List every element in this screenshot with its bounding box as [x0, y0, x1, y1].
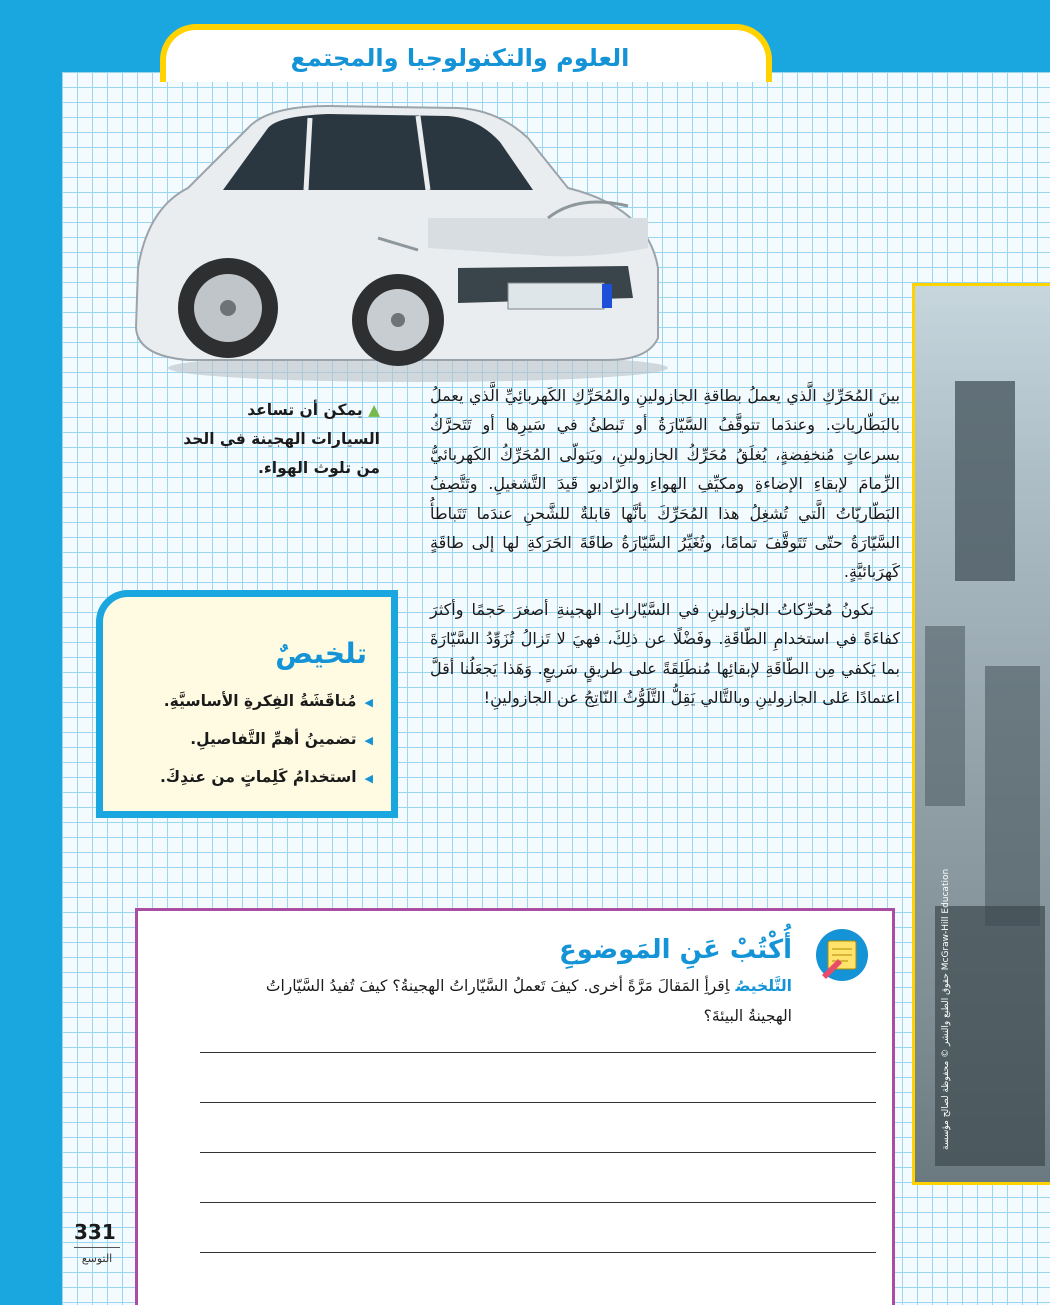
page-number: 331 — [74, 1220, 116, 1244]
writing-prompt: التَّلخيصُاِقرأِ المَقالَ مَرَّةً أخرى. كيفَ تَعملُ السَّيّاراتُ الهجينةُ؟ كيفَ تُفيدُ السَّيّاراتُ الهجينةُ البيئةَ؟ — [265, 977, 792, 1025]
article-paragraph-2: تكونُ مُحرِّكاتُ الجازولينِ في السَّيّاراتِ الهجينةِ أصغرَ حَجمًا وأكثرَ كفاءَةً في استخدامِ الطّاقَةِ. وفَضْلًا عن ذلِكَ، فهيَ لا تَزالُ تُزَوِّدُ السَّيّارَةَ بما يَكفي مِن الطّاقَةِ لإبقائِها مُنطَلِقَةً على طريقٍ سَريعٍ. وَهَذا يَجعَلُنا أقلَّ اعتمادًا عَلى الجازولينِ وبالتَّالي يَقِلُّ التَّلَوُّثُ النّاتِجُ عن الجازولينِ! — [430, 599, 900, 708]
answer-line[interactable] — [200, 1152, 876, 1153]
summary-item: ◀تضمينُ أهمِّ التَّفاصيلِ. — [190, 730, 373, 748]
article-paragraph-1: بينَ المُحَرِّكِ الَّذي يعملُ بطاقةِ الجازولينِ والمُحَرِّكِ الكَهربائِيِّ الَّذي يعملُ بالبَطّارياتِ. وعندَما تتوقَّفُ السَّيّارَةُ أو تَبطئُ في سَيرِها أو تَتَحرَّكُ بسرعاتٍ مُنخفِضةٍ، يُغلَقُ مُحَرِّكُ الجازولينِ، ويَتولّى المُحَرِّكُ الكَهربائيُّ الزِّمامَ لإبقاءِ الإضاءةِ ومكيِّفِ الهواءِ والرّاديو قَيدَ التَّشغيلِ. وتَتَّصِفُ البَطّاريّاتُ الَّتي تُشغِلُ هذا المُحَرِّكَ بأنَّها قابلةٌ للشَّحنِ عندَما تَتَباطأُ السَّيّارَةُ حتّى تَتَوقَّفَ تمامًا، وتُغَيِّرُ السَّيّارَةُ طاقَةَ الحَرَكةِ لها إلى طاقَةٍ كَهرَبائيَّةٍ. — [430, 386, 900, 582]
answer-line[interactable] — [200, 1202, 876, 1203]
answer-line[interactable] — [200, 1102, 876, 1103]
section-label: التوسع — [81, 1252, 113, 1265]
prompt-label: التَّلخيصُ — [735, 977, 792, 995]
photo-credit — [915, 690, 975, 1150]
article-body — [430, 381, 900, 712]
arrow-left-icon: ◀ — [364, 772, 373, 785]
summary-box — [96, 590, 398, 818]
writing-section — [135, 908, 895, 1305]
pencil-notepad-icon — [814, 927, 870, 983]
triangle-bullet-icon: ▲ — [362, 401, 380, 419]
svg-text:حقوق الطبع والنشر © محفوظة لصا: حقوق الطبع والنشر © محفوظة لصالح مؤسسة McGraw-Hill Education — [941, 868, 951, 1150]
arrow-left-icon: ◀ — [364, 696, 373, 709]
summary-list — [113, 683, 373, 797]
answer-line[interactable] — [200, 1052, 876, 1053]
page-number-divider — [74, 1247, 120, 1248]
answer-line[interactable] — [200, 1252, 876, 1253]
summary-item: ◀مُناقَشَةُ الفِكرةِ الأساسيَّةِ. — [163, 692, 373, 710]
page-title: العلوم والتكنولوجيا والمجتمع — [290, 44, 630, 72]
hybrid-car-image — [128, 98, 668, 388]
figure-caption: ▲ يمكن أن تساعد السيارات الهجينة في الحد من تلوث الهواء. — [183, 401, 380, 477]
summary-title: تلخيصٌ — [275, 637, 367, 670]
writing-title: أُكْتُبْ عَنِ المَوضوعِ — [558, 935, 792, 965]
arrow-left-icon: ◀ — [364, 734, 373, 747]
summary-item: ◀استخدامُ كَلِماتٍ من عندِكَ. — [160, 768, 373, 786]
